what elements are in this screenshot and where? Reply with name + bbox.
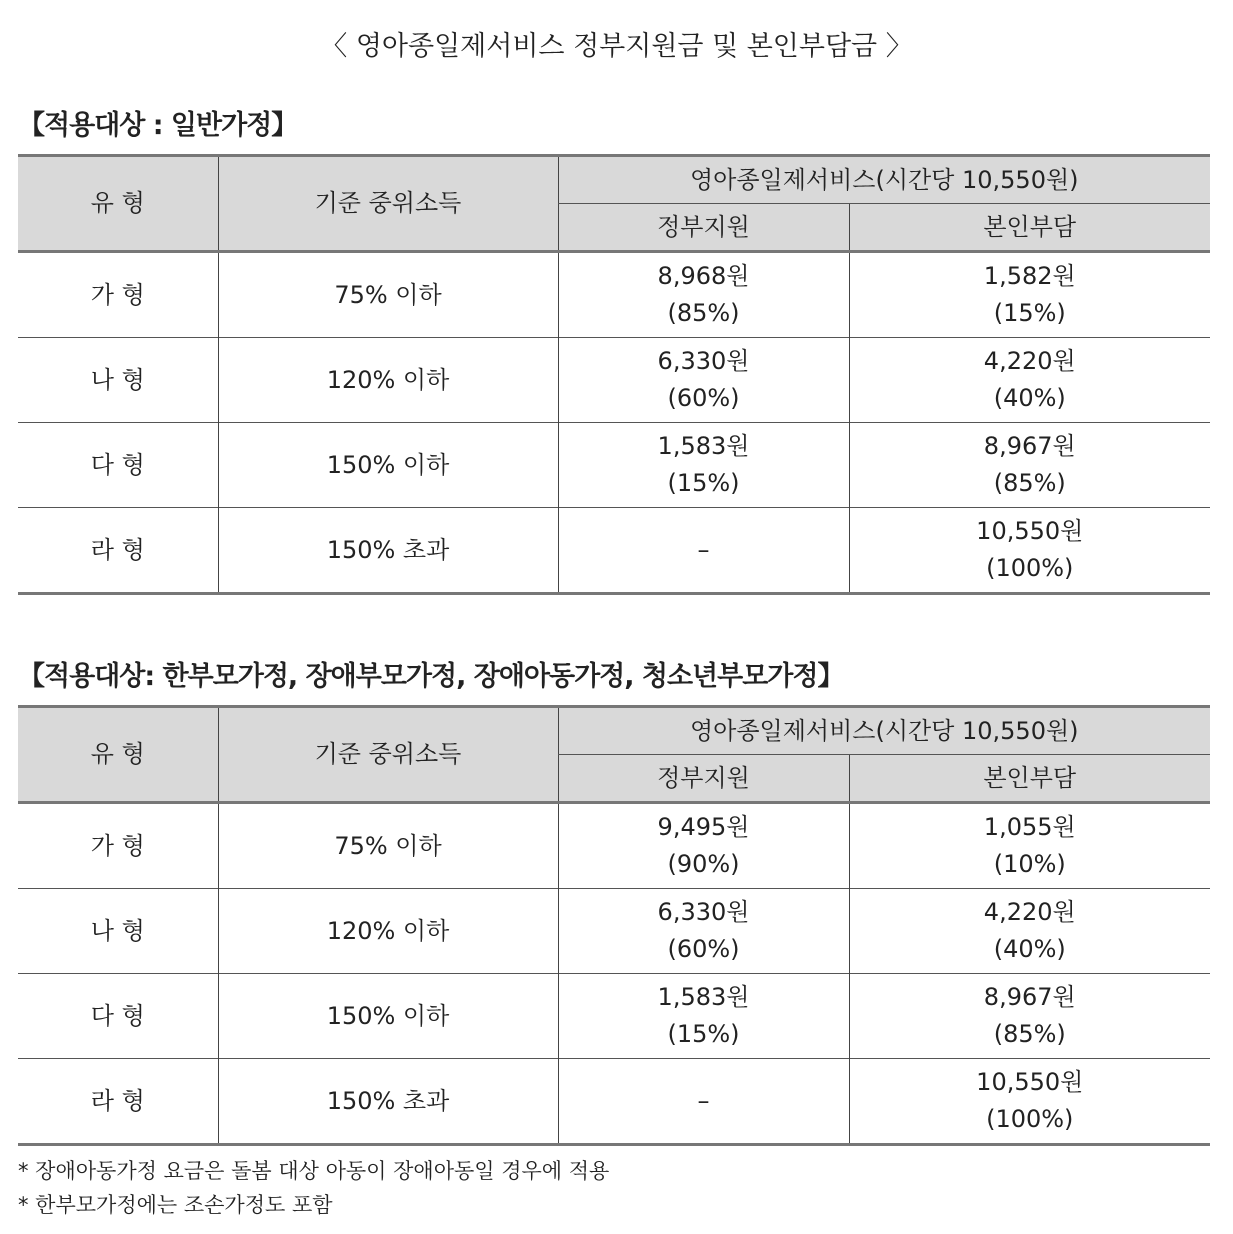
footnote: * 장애아동가정 요금은 돌봄 대상 아동이 장애아동일 경우에 적용 <box>18 1159 610 1183</box>
income-cell: 150% 이하 <box>218 974 558 1059</box>
gov-amount: 1,583원 <box>657 432 750 460</box>
footnote: * 한부모가정에는 조손가정도 포함 <box>18 1193 333 1217</box>
header-gov-support: 정부지원 <box>558 204 849 252</box>
gov-cell <box>558 252 849 338</box>
type-cell: 나 형 <box>18 338 218 423</box>
table-row <box>18 252 1210 338</box>
gov-percent: (90%) <box>667 850 740 878</box>
type-cell: 가 형 <box>90 831 145 860</box>
income-cell: 150% 초과 <box>218 508 558 594</box>
income-cell: 120% 이하 <box>218 338 558 423</box>
gov-cell <box>558 889 849 974</box>
self-amount: 10,550원 <box>976 517 1084 545</box>
gov-amount: 6,330원 <box>657 347 750 375</box>
income-cell: 150% 초과 <box>218 1059 558 1145</box>
header-self-pay: 본인부담 <box>849 755 1210 803</box>
self-cell <box>849 803 1210 889</box>
gov-amount: 6,330원 <box>657 898 750 926</box>
subsidy-table-general <box>18 154 1210 595</box>
gov-cell <box>558 423 849 508</box>
gov-cell <box>558 803 849 889</box>
header-type: 유 형 <box>18 156 218 252</box>
self-amount: 10,550원 <box>976 1068 1084 1096</box>
header-service: 영아종일제서비스(시간당 10,550원) <box>558 156 1210 204</box>
gov-percent: (85%) <box>667 299 740 327</box>
self-percent: (85%) <box>993 469 1066 497</box>
subsidy-table-special <box>18 705 1210 1146</box>
self-amount: 8,967원 <box>983 983 1076 1011</box>
header-income: 기준 중위소득 <box>218 707 558 803</box>
header-income: 기준 중위소득 <box>218 156 558 252</box>
page-title: 〈 영아종일제서비스 정부지원금 및 본인부담금 〉 <box>320 31 913 62</box>
gov-amount: 8,968원 <box>657 262 750 290</box>
section-title-general: 【적용대상 : 일반가정】 <box>18 110 298 141</box>
gov-percent: (15%) <box>667 469 740 497</box>
header-type: 유 형 <box>18 707 218 803</box>
type-cell: 다 형 <box>18 974 218 1059</box>
table-row <box>18 889 1210 974</box>
gov-percent: (60%) <box>667 935 740 963</box>
income-cell: 150% 이하 <box>218 423 558 508</box>
gov-amount: 1,583원 <box>657 983 750 1011</box>
self-cell <box>849 974 1210 1059</box>
table-row <box>18 508 1210 594</box>
gov-cell: – <box>558 508 849 594</box>
table-row <box>18 1059 1210 1145</box>
self-amount: 1,055원 <box>983 813 1076 841</box>
type-cell: 라 형 <box>18 508 218 594</box>
gov-cell: – <box>558 1059 849 1145</box>
self-percent: (85%) <box>993 1020 1066 1048</box>
self-percent: (15%) <box>993 299 1066 327</box>
table-row <box>18 974 1210 1059</box>
section-title-special: 【적용대상: 한부모가정, 장애부모가정, 장애아동가정, 청소년부모가정】 <box>18 661 844 692</box>
type-cell: 라 형 <box>18 1059 218 1145</box>
self-cell <box>849 889 1210 974</box>
self-cell <box>849 252 1210 338</box>
type-cell: 다 형 <box>18 423 218 508</box>
table-row <box>18 338 1210 423</box>
self-percent: (10%) <box>993 850 1066 878</box>
gov-amount: 9,495원 <box>657 813 750 841</box>
self-percent: (40%) <box>993 384 1066 412</box>
self-cell <box>849 508 1210 594</box>
self-cell <box>849 338 1210 423</box>
table-row <box>18 423 1210 508</box>
header-gov-support: 정부지원 <box>558 755 849 803</box>
header-service: 영아종일제서비스(시간당 10,550원) <box>558 707 1210 755</box>
footnotes <box>18 1154 609 1222</box>
type-cell: 나 형 <box>18 889 218 974</box>
self-percent: (100%) <box>986 1105 1074 1133</box>
self-amount: 4,220원 <box>983 347 1076 375</box>
income-cell: 75% 이하 <box>218 803 558 889</box>
self-cell <box>849 423 1210 508</box>
gov-percent: (60%) <box>667 384 740 412</box>
income-cell: 120% 이하 <box>218 889 558 974</box>
self-amount: 4,220원 <box>983 898 1076 926</box>
header-self-pay: 본인부담 <box>849 204 1210 252</box>
gov-cell <box>558 974 849 1059</box>
gov-percent: (15%) <box>667 1020 740 1048</box>
income-cell: 75% 이하 <box>218 252 558 338</box>
self-percent: (40%) <box>993 935 1066 963</box>
self-cell <box>849 1059 1210 1145</box>
self-amount: 8,967원 <box>983 432 1076 460</box>
self-percent: (100%) <box>986 554 1074 582</box>
gov-cell <box>558 338 849 423</box>
self-amount: 1,582원 <box>983 262 1076 290</box>
type-cell: 가 형 <box>90 280 145 309</box>
table-row <box>18 803 1210 889</box>
